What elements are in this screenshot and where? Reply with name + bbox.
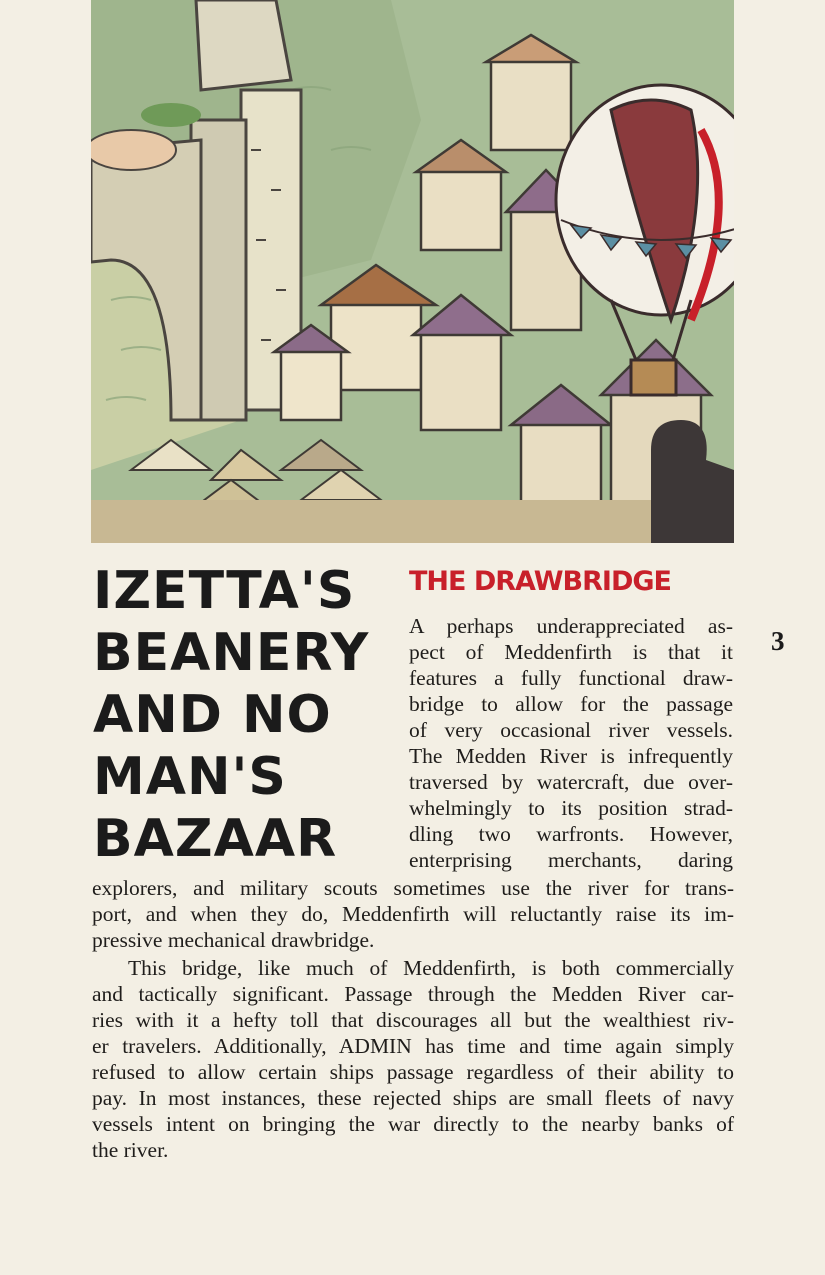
body-text-line: port, and when they do, Meddenfirth will reluctantly raise its im- [92, 902, 734, 926]
title-line: IZETTA'S [93, 561, 356, 621]
title-line: BAZAAR [93, 809, 338, 869]
illustration-art [91, 0, 734, 543]
body-text-line: pect of Meddenfirth is that it [409, 640, 733, 664]
body-text-line: This bridge, like much of Meddenfirth, is both commercially [128, 956, 734, 980]
title-line: MAN'S [93, 747, 287, 807]
body-text-line: of very occasional river vessels. [409, 718, 733, 742]
aerial-town-illustration [91, 0, 734, 543]
body-text-line: er travelers. Additionally, ADMIN has time and time again simply [92, 1034, 734, 1058]
body-text-line: features a fully functional draw- [409, 666, 733, 690]
body-text-line: whelmingly to its position strad- [409, 796, 733, 820]
body-text-line: ries with it a hefty toll that discourages all but the wealthiest riv- [92, 1008, 734, 1032]
body-text-line: bridge to allow for the passage [409, 692, 733, 716]
body-text-line: pressive mechanical drawbridge. [92, 928, 375, 952]
body-text-line: refused to allow certain ships passage regardless of their ability to [92, 1060, 734, 1084]
page-number: 3 [771, 626, 785, 656]
page-title [93, 560, 393, 870]
body-text-line: pay. In most instances, these rejected ships are small fleets of navy [92, 1086, 734, 1110]
title-line: BEANERY [93, 623, 370, 683]
body-text-line: A perhaps underappreciated as- [409, 614, 733, 638]
body-text-line: traversed by watercraft, due over- [409, 770, 733, 794]
title-line: AND NO [93, 685, 332, 745]
section-heading: THE DRAWBRIDGE [409, 566, 671, 597]
body-text-line: enterprising merchants, daring [409, 848, 733, 872]
body-text-line: the river. [92, 1138, 169, 1162]
body-text-line: vessels intent on bringing the war directly to the nearby banks of [92, 1112, 734, 1136]
body-text-line: The Medden River is infrequently [409, 744, 733, 768]
body-text-line: dling two warfronts. However, [409, 822, 733, 846]
body-text-line: and tactically significant. Passage through the Medden River car- [92, 982, 734, 1006]
body-text-line: explorers, and military scouts sometimes use the river for trans- [92, 876, 734, 900]
